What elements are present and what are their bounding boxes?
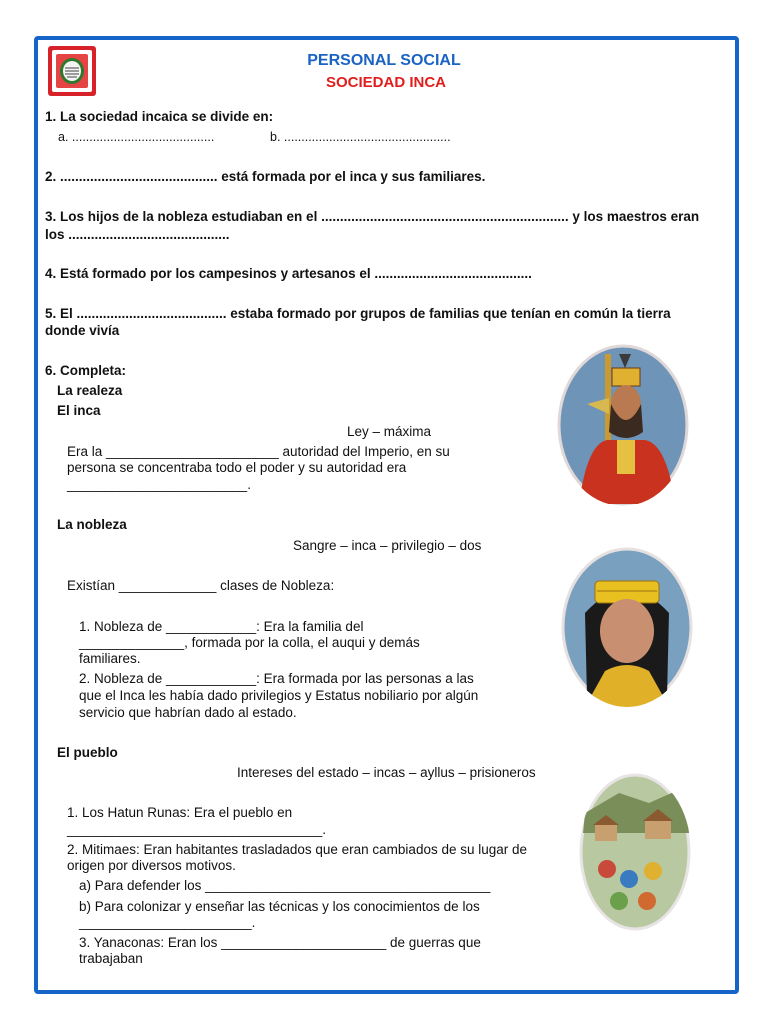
pueblo-2-line-1: 2. Mitimaes: Eran habitantes trasladados que eran cambiados de su lugar de [67, 842, 528, 857]
pueblo-word-bank: Intereses del estado – incas – ayllus – prisioneros [237, 765, 536, 780]
question-5-line-1: 5. El ........................................ estaba formado por grupos de familias que tenían en común la tierra [45, 306, 671, 321]
pueblo-3-line-2: trabajaban [79, 951, 143, 966]
question-3-line-2: los ........................................... [45, 227, 230, 242]
question-1: 1. La sociedad incaica se divide en: [45, 109, 274, 124]
inca-text-line-3: ________________________. [67, 477, 251, 492]
nobleza-1-line-3: familiares. [79, 651, 141, 666]
question-1-option-a: a. ......................................... [58, 130, 215, 144]
noble-portrait [561, 547, 693, 707]
inca-word-bank: Ley – máxima [347, 424, 432, 439]
nobleza-2-line-2: que el Inca les había dado privilegios y Estatus nobiliario por algún [79, 688, 479, 703]
section-nobleza: La nobleza [57, 517, 127, 532]
question-5-line-2: donde vivía [45, 323, 120, 338]
pueblo-2b-line-1: b) Para colonizar y enseñar las técnicas y los conocimientos de los [79, 899, 480, 914]
inca-text-line-2: persona se concentraba todo el poder y su autoridad era [67, 460, 407, 475]
pueblo-1-line-1: 1. Los Hatun Runas: Era el pueblo en [67, 805, 293, 820]
page-subtitle: SOCIEDAD INCA [325, 74, 446, 91]
inca-text-line-1: Era la _______________________ autoridad del Imperio, en su [67, 444, 450, 459]
village-scene-picture [579, 773, 691, 931]
pueblo-1-line-2: __________________________________. [67, 822, 327, 837]
section-realeza: La realeza [57, 383, 123, 398]
nobleza-2-line-3: servicio que habrían dado al estado. [79, 705, 297, 720]
nobleza-2-line-1: 2. Nobleza de ____________: Era formada por las personas a las [79, 671, 474, 686]
section-pueblo: El pueblo [57, 745, 118, 760]
question-1-option-b: b. ................................................ [270, 130, 451, 144]
question-2: 2. .......................................... está formada por el inca y sus familiares. [45, 169, 486, 184]
nobleza-intro: Existían _____________ clases de Nobleza: [67, 578, 335, 593]
inca-portrait [557, 344, 689, 506]
pueblo-2a: a) Para defender los ______________________________________ [79, 878, 491, 893]
section-el-inca: El inca [57, 403, 101, 418]
question-4: 4. Está formado por los campesinos y artesanos el .......................................... [45, 266, 532, 281]
page-title: PERSONAL SOCIAL [307, 52, 461, 69]
pueblo-3-line-1: 3. Yanaconas: Eran los ______________________ de guerras que [79, 935, 481, 950]
nobleza-word-bank: Sangre – inca – privilegio – dos [293, 538, 482, 553]
pueblo-2b-line-2: _______________________. [79, 915, 256, 930]
pueblo-2-line-2: origen por diversos motivos. [67, 858, 236, 873]
question-3-line-1: 3. Los hijos de la nobleza estudiaban en el .................................................................. y los maestros eran [45, 209, 700, 224]
nobleza-1-line-2: ______________, formada por la colla, el auqui y demás [79, 635, 420, 650]
question-6-title: 6. Completa: [45, 363, 127, 378]
nobleza-1-line-1: 1. Nobleza de ____________: Era la familia del [79, 619, 364, 634]
